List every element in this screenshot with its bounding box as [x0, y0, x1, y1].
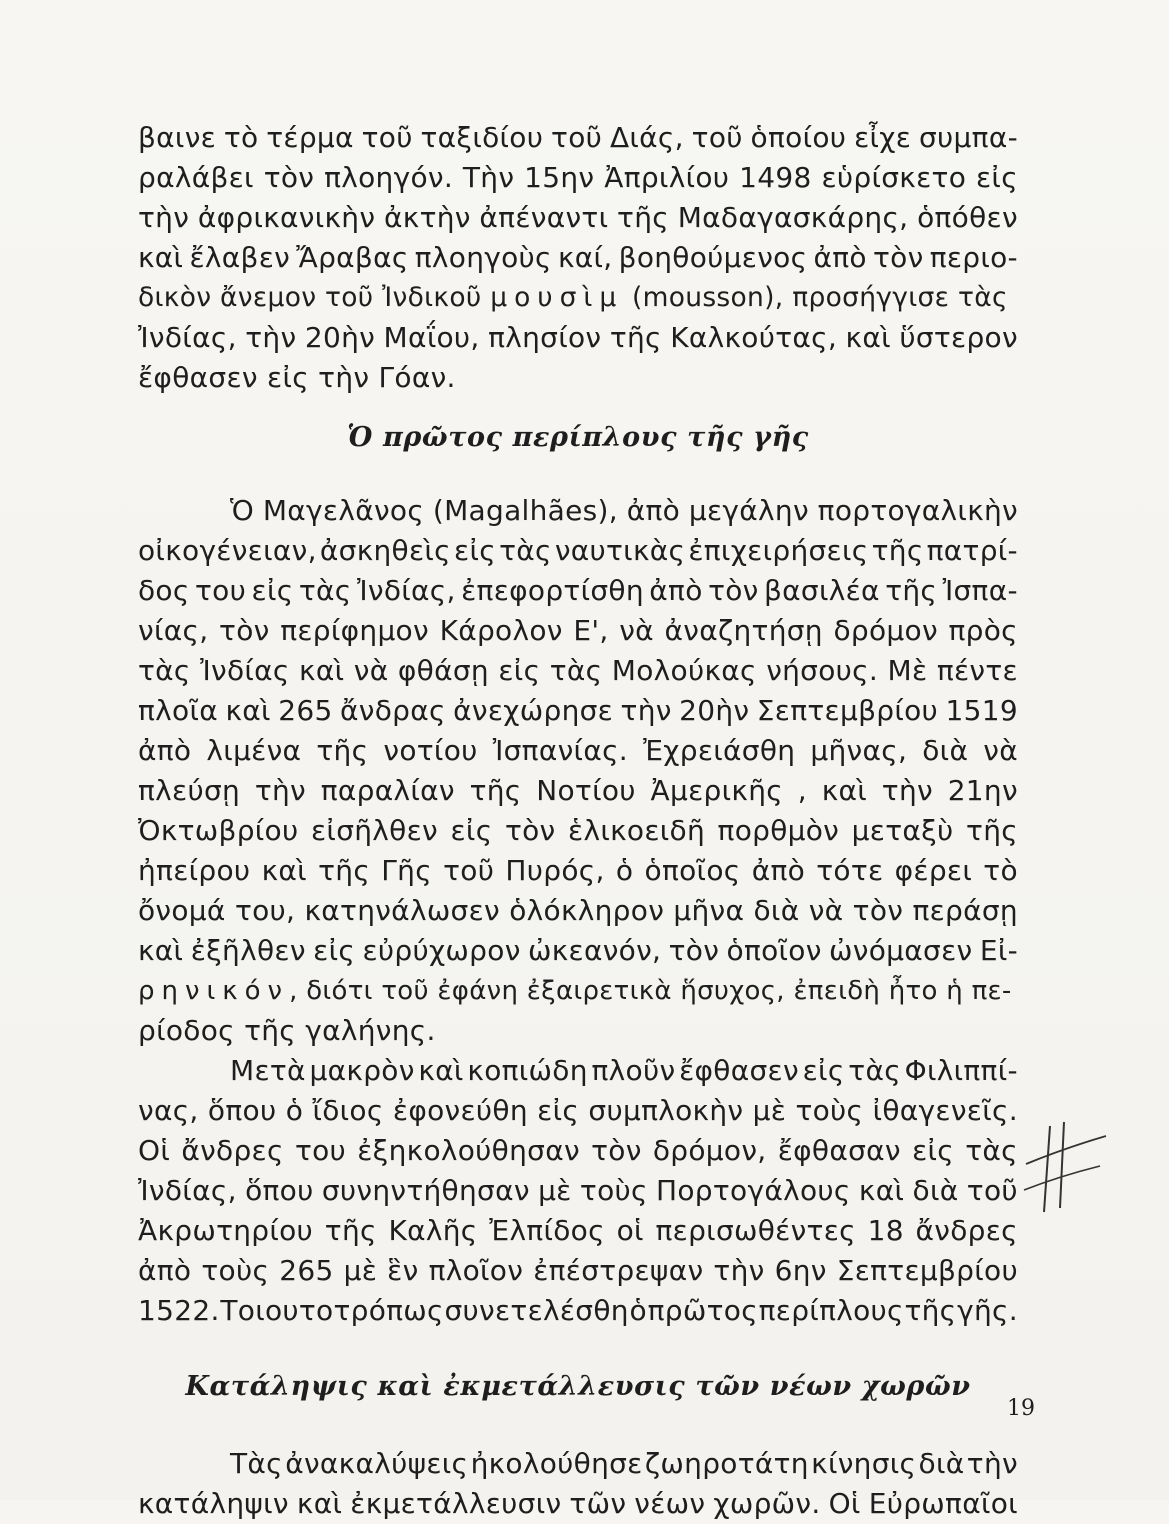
word: τῆς: [316, 734, 369, 767]
word: Ἀπριλίου: [604, 161, 730, 194]
word: ὁ: [615, 854, 634, 887]
word: περισωθέντες: [655, 1214, 856, 1247]
word: ὠκεανόν,: [528, 934, 662, 967]
word: περάσῃ: [912, 894, 1018, 927]
word: εἰσῆλθεν: [311, 814, 438, 847]
word: 20ὴν: [304, 321, 376, 354]
word: πέντε: [936, 654, 1018, 687]
word: τὴν: [966, 1447, 1018, 1480]
word: πλοῦν: [591, 1054, 676, 1087]
word: τῶν: [569, 1487, 627, 1520]
word: τῆς: [324, 1214, 377, 1247]
word: Εὐρωπαῖοι: [868, 1487, 1018, 1520]
word: ἀπὸ: [649, 574, 703, 607]
word: Ἰσπανίας.: [492, 734, 629, 767]
word: Οἱ: [138, 1134, 171, 1167]
word: ἠπείρου: [138, 854, 251, 887]
word: διὰ: [912, 1174, 959, 1207]
word: ἄνδρας: [340, 694, 446, 727]
word: κατάληψιν: [138, 1487, 289, 1520]
word: ἀνεχώρησε: [453, 694, 614, 727]
word: συνηντήθησαν: [321, 1174, 530, 1207]
word: Ἐλπίδος: [489, 1214, 605, 1247]
word: τὸν: [873, 241, 924, 274]
word: εἰς: [802, 1054, 845, 1087]
word: ταξιδίου: [420, 121, 544, 154]
word: ἄνδρες: [181, 1134, 284, 1167]
word: Καλῆς: [388, 1214, 478, 1247]
paragraph-4: [138, 1444, 1018, 1524]
word: συνετελέσθη: [444, 1294, 629, 1327]
word: εἰς: [251, 574, 294, 607]
word: μῆνα: [673, 894, 745, 927]
word: εἰς: [537, 1094, 580, 1127]
word: εὑρίσκετο: [821, 161, 967, 194]
word: τὴν: [881, 774, 933, 807]
word: τὸ: [983, 854, 1018, 887]
word: ὁ: [629, 1294, 647, 1327]
word: ἐξῆλθεν: [190, 934, 306, 967]
word: ἐπιχειρήσεις: [688, 534, 869, 567]
word: ἀφρικανικὴν: [197, 201, 376, 234]
text-line: [138, 771, 1018, 811]
word: τὸν: [708, 574, 759, 607]
word: Μὲ: [887, 654, 928, 687]
text-segment: δικὸν ἄνεμον τοῦ Ἰνδικοῦ: [138, 282, 491, 313]
word: ἐφονεύθη: [392, 1094, 528, 1127]
word: ἀπὸ: [626, 494, 681, 527]
word: τοῦ: [551, 121, 603, 154]
word: ἐξηκολούθησαν: [357, 1134, 580, 1167]
word: μὲ: [752, 1094, 787, 1127]
word: εὐρύχωρον: [362, 934, 521, 967]
word: χωρῶν.: [713, 1487, 821, 1520]
word: ὁποῖος: [644, 854, 741, 887]
margin-hash-mark: [1020, 1120, 1110, 1220]
word: ἔφθασαν: [777, 1134, 901, 1167]
word: κίνησις: [811, 1447, 917, 1480]
word: πλοηγόν.: [324, 161, 454, 194]
word: εἰς: [454, 534, 496, 567]
text-segment: , διότι τοῦ ἐφάνη ἐξαιρετικὰ ἥσυχος, ἐπειδὴ ἦτο ἡ πε-: [289, 976, 1012, 1006]
word: εἰς: [313, 934, 356, 967]
word: νὰ: [353, 654, 389, 687]
word: ἰθαγενεῖς.: [872, 1094, 1018, 1127]
spaced-word: μουσὶμ: [490, 282, 624, 313]
word: πλησίον: [488, 321, 602, 354]
word: πατρί-: [926, 534, 1018, 567]
word: ἀσκηθεὶς: [319, 534, 451, 567]
word: ὠνόμασεν: [829, 934, 973, 967]
text-line: [138, 1051, 1018, 1091]
word: Ἰνδίας,: [138, 321, 237, 354]
word: Σεπτεμβρίου: [756, 694, 939, 727]
word: παραλίαν: [320, 774, 455, 807]
word: Ἰνδίας,: [138, 1174, 237, 1207]
word: ἠκολούθησε: [470, 1447, 643, 1480]
word: ἀνακαλύψεις: [285, 1447, 469, 1480]
word: γῆς.: [957, 1294, 1018, 1327]
word: τὸν: [668, 934, 720, 967]
word: τέρμα: [266, 121, 354, 154]
word: του: [195, 574, 247, 607]
word: κατηνάλωσεν: [304, 894, 500, 927]
word: τῆς: [871, 534, 924, 567]
word: φέρει: [894, 854, 973, 887]
word: τοῦ: [966, 1174, 1018, 1207]
word: Τὴν: [462, 161, 515, 194]
word: νέων: [634, 1487, 706, 1520]
text-line: [138, 158, 1018, 198]
word: τὸ: [223, 121, 259, 154]
text-line: [138, 691, 1018, 731]
page-number: 19: [1007, 1396, 1035, 1421]
word: διὰ: [922, 734, 969, 767]
word: καὶ: [138, 934, 184, 967]
word: πορθμὸν: [717, 814, 840, 847]
word: δρόμον: [833, 614, 938, 647]
word: πρὸς: [948, 614, 1018, 647]
word: περιο-: [929, 241, 1018, 274]
text-line: [138, 731, 1018, 771]
text-line: [138, 651, 1018, 691]
word: τοῦ: [443, 854, 495, 887]
word: φθάσῃ: [397, 654, 489, 687]
word: νας,: [138, 1094, 199, 1127]
text-line: [138, 238, 1018, 278]
word: νὰ: [619, 614, 654, 647]
word: Μαγελᾶνος: [262, 494, 425, 527]
word: δρόμον,: [652, 1134, 767, 1167]
text-line: [138, 1091, 1018, 1131]
word: Οἱ: [828, 1487, 861, 1520]
word: τὴν: [620, 694, 672, 727]
word: περίπλους: [758, 1294, 904, 1327]
text-line: [138, 278, 1018, 318]
word: καὶ: [138, 241, 184, 274]
section-heading: Κατάληψις καὶ ἐκμετάλλευσις τῶν νέων χωρῶν: [185, 1371, 971, 1402]
word: ἔλαβεν: [189, 241, 291, 274]
word: του,: [234, 894, 296, 927]
word: καὶ: [299, 654, 345, 687]
word: πρῶτος: [647, 1294, 758, 1327]
word: ἀπὸ: [813, 241, 867, 274]
word: τοῦ: [691, 121, 743, 154]
word: Ὀκτωβρίου: [138, 814, 299, 847]
word: Μαδαγασκάρης,: [677, 201, 909, 234]
word: Μετὰ: [230, 1054, 306, 1087]
word: περίφημον: [280, 614, 429, 647]
text-line: [138, 811, 1018, 851]
word: τοὺς: [579, 1174, 648, 1207]
word: τότε: [816, 854, 884, 887]
word: συμπα-: [919, 121, 1018, 154]
word: Σεπτεμβρίου: [836, 1254, 1018, 1287]
word: εἰς: [975, 161, 1018, 194]
word: συμπλοκὴν: [588, 1094, 744, 1127]
word: τῆς: [609, 321, 662, 354]
word: τὸν: [852, 894, 904, 927]
word: τὰς: [499, 534, 552, 567]
text-line: [138, 531, 1018, 571]
text-line: [138, 318, 1018, 358]
word: μεγάλην: [688, 494, 809, 527]
word: τῆς: [318, 854, 371, 887]
word: ἀπὸ: [138, 1254, 192, 1287]
word: Διάς,: [609, 121, 684, 154]
text-line: [138, 1211, 1018, 1251]
word: ἀναζητήσῃ: [664, 614, 823, 647]
word: ὁποίου: [750, 121, 847, 154]
word: νὰ: [808, 894, 844, 927]
word: μὲ: [538, 1174, 572, 1207]
word: ναυτικὰς: [554, 534, 686, 567]
word: του: [294, 1134, 347, 1167]
word: ἴδιος: [312, 1094, 384, 1127]
word: Εἰ-: [979, 934, 1018, 967]
word: τὸν: [591, 1134, 642, 1167]
word: τὴν: [138, 201, 190, 234]
word: βοηθούμενος: [618, 241, 808, 274]
word: Μαΐου,: [383, 321, 480, 354]
word: τὴν: [254, 774, 306, 807]
word: ἀπέναντι: [479, 201, 609, 234]
word: πλοῖα: [138, 694, 218, 727]
text-line: [138, 571, 1018, 611]
word: νίας,: [138, 614, 209, 647]
word: Μολούκας: [611, 654, 757, 687]
text-line: [138, 1171, 1018, 1211]
word: ὁποῖον: [726, 934, 822, 967]
word: Τοιουτοτρόπως: [220, 1294, 444, 1327]
word: τῆς: [904, 1294, 957, 1327]
text-line: ρίοδος τῆς γαλήνης.: [138, 1014, 436, 1047]
word: καὶ: [418, 1054, 464, 1087]
word: εἰς: [912, 1134, 955, 1167]
word: Γῆς: [381, 854, 432, 887]
word: 21ην: [947, 774, 1018, 807]
word: τὸν: [219, 614, 270, 647]
word: εἰς: [498, 654, 541, 687]
word: καὶ: [296, 1487, 343, 1520]
word: βασιλέα: [764, 574, 880, 607]
word: κοπιώδη: [467, 1054, 588, 1087]
word: Ε',: [573, 614, 609, 647]
word: 6ην: [774, 1254, 827, 1287]
word: Φιλιππί-: [904, 1054, 1018, 1087]
word: ὅπου: [207, 1094, 277, 1127]
word: οἱ: [616, 1214, 644, 1247]
word: τὴν: [245, 321, 297, 354]
word: Ἰνδίας: [200, 654, 290, 687]
word: Ἄραβας: [296, 241, 409, 274]
word: νήσους.: [766, 654, 879, 687]
text-line: [138, 118, 1018, 158]
word: ἄνδρες: [915, 1214, 1018, 1247]
text-line: ἔφθασεν εἰς τὴν Γόαν.: [138, 361, 456, 394]
word: ἀκτὴν: [384, 201, 471, 234]
word: Πυρός,: [505, 854, 605, 887]
word: Καλκούτας,: [670, 321, 838, 354]
word: 1519: [945, 694, 1018, 727]
word: βαινε: [138, 121, 217, 154]
word: οἰκογένειαν,: [138, 534, 317, 567]
word: ὁπόθεν: [917, 201, 1018, 234]
page-body: [138, 118, 1018, 1524]
word: πλοηγοὺς: [414, 241, 552, 274]
word: τὸν: [504, 814, 556, 847]
word: τὰς: [965, 1134, 1018, 1167]
word: πλοῖον: [428, 1254, 524, 1287]
word: τοῦ: [361, 121, 413, 154]
word: τὸν: [263, 161, 315, 194]
word: τῆς: [966, 814, 1018, 847]
word: 265: [278, 694, 333, 727]
word: ἔφθασεν: [679, 1054, 799, 1087]
word: λιμένα: [206, 734, 302, 767]
word: Τὰς: [230, 1447, 283, 1480]
text-segment: (mousson), προσήγγισε τὰς: [623, 282, 1008, 313]
word: 265: [279, 1254, 334, 1287]
word: Ἀκρωτηρίου: [138, 1214, 314, 1247]
word: ἐκμετάλλευσιν: [350, 1487, 562, 1520]
word: 1522.: [138, 1294, 220, 1327]
word: Ἰνδίας,: [356, 574, 456, 607]
word: ζωηροτάτη: [644, 1447, 809, 1480]
word: (Magalhães),: [432, 494, 618, 527]
word: τοὺς: [795, 1094, 864, 1127]
word: ἀπὸ: [138, 734, 192, 767]
word: καὶ: [821, 774, 868, 807]
text-line: [138, 1131, 1018, 1171]
word: 1498: [739, 161, 812, 194]
word: καί,: [557, 241, 613, 274]
word: μῆνας,: [810, 734, 908, 767]
word: καὶ: [858, 1174, 905, 1207]
word: Ἐχρειάσθη: [643, 734, 796, 767]
word: καὶ: [261, 854, 307, 887]
word: ἀπὸ: [751, 854, 806, 887]
word: Νοτίου: [536, 774, 636, 807]
word: εἶχε: [854, 121, 912, 154]
word: πορτογαλικὴν: [817, 494, 1018, 527]
text-line: [138, 1484, 1018, 1524]
word: τοὺς: [201, 1254, 270, 1287]
text-line: [138, 891, 1018, 931]
word: τὴν: [713, 1254, 765, 1287]
word: ἐπέστρεψαν: [533, 1254, 704, 1287]
word: πλεύσῃ: [138, 774, 241, 807]
word: μεταξὺ: [851, 814, 954, 847]
word: ὕστερον: [899, 321, 1018, 354]
text-line: [138, 851, 1018, 891]
word: ὄνομά: [138, 894, 226, 927]
word: τὰς: [549, 654, 603, 687]
text-line: [138, 198, 1018, 238]
word: ραλάβει: [138, 161, 254, 194]
word: ,: [797, 774, 807, 807]
word: τὰς: [298, 574, 352, 607]
word: εἰς: [450, 814, 493, 847]
paragraph-3: [138, 1051, 1018, 1331]
text-line: [138, 931, 1018, 971]
word: 20ὴν: [679, 694, 750, 727]
word: ἓν: [387, 1254, 419, 1287]
spaced-word: ρηνικόν: [138, 976, 290, 1006]
word: τὰς: [138, 654, 191, 687]
word: ἑλικοειδῆ: [568, 814, 706, 847]
word: ὁλόκληρον: [509, 894, 665, 927]
word: τὰς: [848, 1054, 901, 1087]
word: ὁ: [285, 1094, 304, 1127]
word: τῆς: [469, 774, 522, 807]
word: διὰ: [753, 894, 800, 927]
text-line: [138, 1444, 1018, 1484]
word: τῆς: [885, 574, 938, 607]
word: ὅπου: [245, 1174, 314, 1207]
word: καὶ: [845, 321, 891, 354]
text-line: [138, 971, 1018, 1011]
word: νοτίου: [383, 734, 478, 767]
word: τῆς: [617, 201, 669, 234]
text-line: [138, 611, 1018, 651]
word: 18: [867, 1214, 904, 1247]
word: Ὁ: [230, 494, 255, 527]
word: Ἀμερικῆς: [650, 774, 783, 807]
word: Ἰσπα-: [942, 574, 1018, 607]
word: 15ην: [524, 161, 595, 194]
paragraph-1: [138, 118, 1018, 398]
text-line: [138, 1291, 1018, 1331]
word: δος: [138, 574, 190, 607]
text-line: [138, 491, 1018, 531]
text-line: [138, 1251, 1018, 1291]
word: Πορτογάλους: [656, 1174, 851, 1207]
word: μακρὸν: [309, 1054, 415, 1087]
section-heading: Ὁ πρῶτος περίπλους τῆς γῆς: [347, 422, 809, 453]
paragraph-2: [138, 491, 1018, 1051]
word: ἐπεφορτίσθη: [461, 574, 644, 607]
word: Κάρολον: [439, 614, 563, 647]
word: καὶ: [225, 694, 271, 727]
word: διὰ: [918, 1447, 965, 1480]
word: μὲ: [343, 1254, 378, 1287]
word: νὰ: [983, 734, 1018, 767]
